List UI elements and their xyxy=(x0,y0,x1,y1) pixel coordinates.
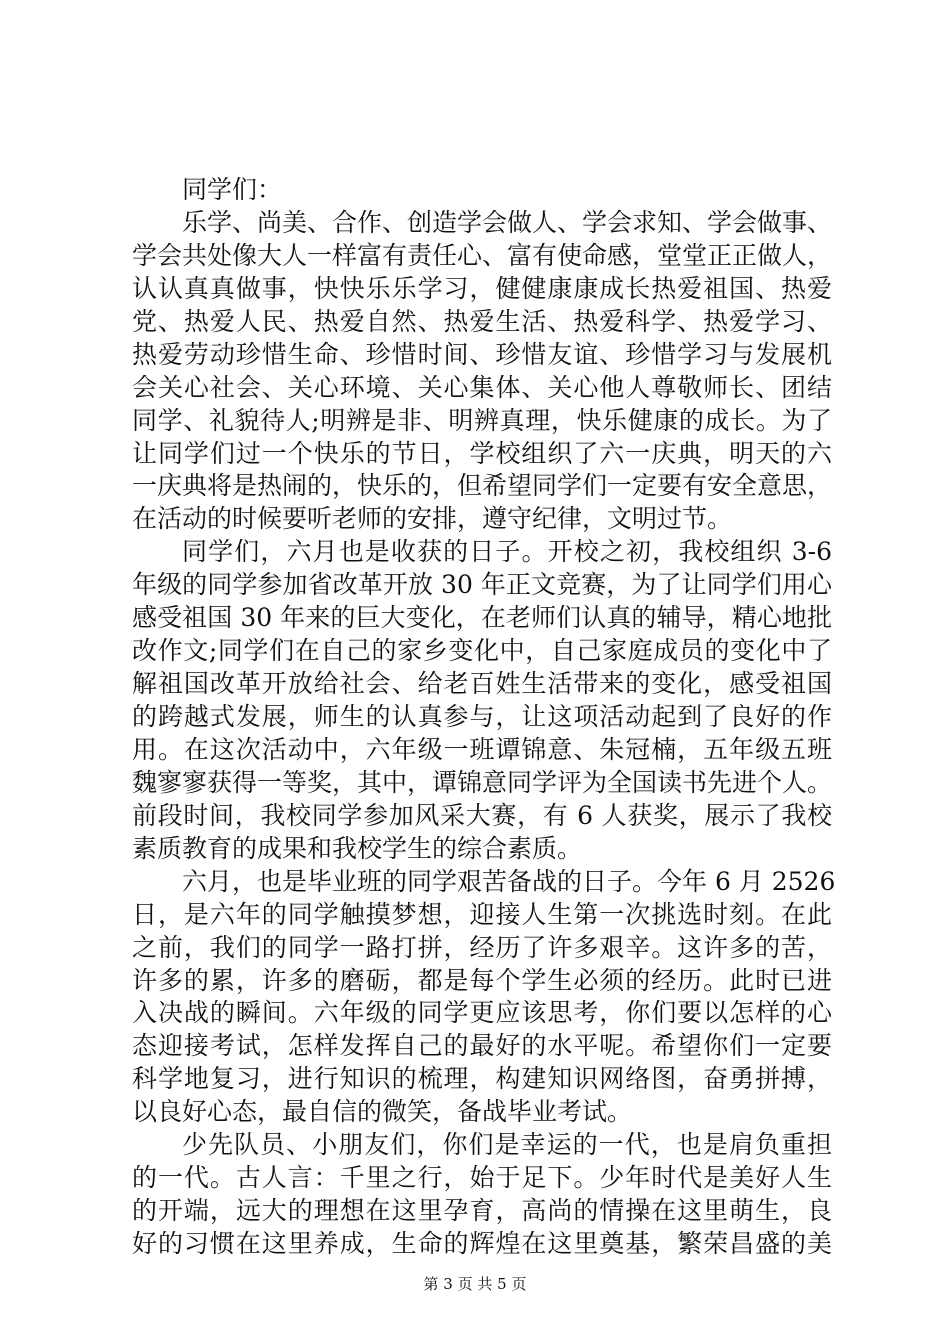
text-line: 一庆典将是热闹的，快乐的，但希望同学们一定要有安全意思， xyxy=(132,471,833,501)
text-line: 好的习惯在这里养成，生命的辉煌在这里奠基，繁荣昌盛的美 xyxy=(132,1229,832,1258)
text-line: 少先队员、小朋友们，你们是幸运的一代，也是肩负重担 xyxy=(182,1130,832,1160)
text-line: 让同学们过一个快乐的节日，学校组织了六一庆典，明天的六 xyxy=(132,438,832,468)
text-line: 科学地复习，进行知识的梳理，构建知识网络图，奋勇拼搏， xyxy=(132,1064,832,1094)
text-line: 前段时间，我校同学参加风采大赛，有 6 人获奖，展示了我校 xyxy=(132,800,832,830)
text-line: 在活动的时候要听老师的安排，遵守纪律，文明过节。 xyxy=(132,504,733,534)
text-line: 乐学、尚美、合作、创造学会做人、学会求知、学会做事、 xyxy=(182,207,833,237)
text-line: 学会共处像大人一样富有责任心、富有使命感，堂堂正正做人， xyxy=(132,240,833,270)
text-line: 的一代。古人言：千里之行，始于足下。少年时代是美好人生 xyxy=(132,1163,832,1193)
text-line: 认认真真做事，快快乐乐学习，健健康康成长热爱祖国、热爱 xyxy=(132,273,832,303)
text-line: 用。在这次活动中，六年级一班谭锦意、朱冠楠，五年级五班 xyxy=(132,734,832,764)
text-line: 同学、礼貌待人;明辨是非、明辨真理，快乐健康的成长。为了 xyxy=(132,405,832,435)
speech-body-text xyxy=(132,174,836,1261)
text-line: 解祖国改革开放给社会、给老百姓生活带来的变化，感受祖国 xyxy=(132,669,832,699)
text-line: 年级的同学参加省改革开放 30 年正文竞赛，为了让同学们用心 xyxy=(132,570,832,600)
text-line: 会关心社会、关心环境、关心集体、关心他人尊敬师长、团结 xyxy=(132,372,832,402)
text-line: 入决战的瞬间。六年级的同学更应该思考，你们要以怎样的心 xyxy=(132,998,832,1028)
text-line: 之前，我们的同学一路打拼，经历了许多艰辛。这许多的苦， xyxy=(132,932,832,962)
text-line: 以良好心态，最自信的微笑，备战毕业考试。 xyxy=(132,1097,633,1127)
text-line: 日，是六年的同学触摸梦想，迎接人生第一次挑选时刻。在此 xyxy=(132,899,832,929)
text-line: 的开端，远大的理想在这里孕育，高尚的情操在这里萌生，良 xyxy=(132,1196,832,1226)
text-line: 同学们： xyxy=(182,175,283,204)
text-line: 许多的累，许多的磨砺，都是每个学生必须的经历。此时已进 xyxy=(132,965,832,995)
text-line: 同学们，六月也是收获的日子。开校之初，我校组织 3-6 xyxy=(182,537,832,567)
text-line: 素质教育的成果和我校学生的综合素质。 xyxy=(132,833,583,863)
text-line: 六月，也是毕业班的同学艰苦备战的日子。今年 6 月 2526 xyxy=(182,866,836,896)
text-line: 改作文;同学们在自己的家乡变化中，自己家庭成员的变化中了 xyxy=(132,636,832,666)
text-line: 感受祖国 30 年来的巨大变化，在老师们认真的辅导，精心地批 xyxy=(132,603,832,633)
text-line: 的跨越式发展，师生的认真参与，让这项活动起到了良好的作 xyxy=(132,702,832,731)
text-line: 党、热爱人民、热爱自然、热爱生活、热爱科学、热爱学习、 xyxy=(132,306,832,336)
text-line: 态迎接考试，怎样发挥自己的最好的水平呢。希望你们一定要 xyxy=(132,1031,832,1061)
text-line: 魏寥寥获得一等奖，其中，谭锦意同学评为全国读书先进个人。 xyxy=(132,767,833,797)
page-number-footer: 第 3 页 共 5 页 xyxy=(423,1275,527,1293)
text-line: 热爱劳动珍惜生命、珍惜时间、珍惜友谊、珍惜学习与发展机 xyxy=(132,339,832,369)
